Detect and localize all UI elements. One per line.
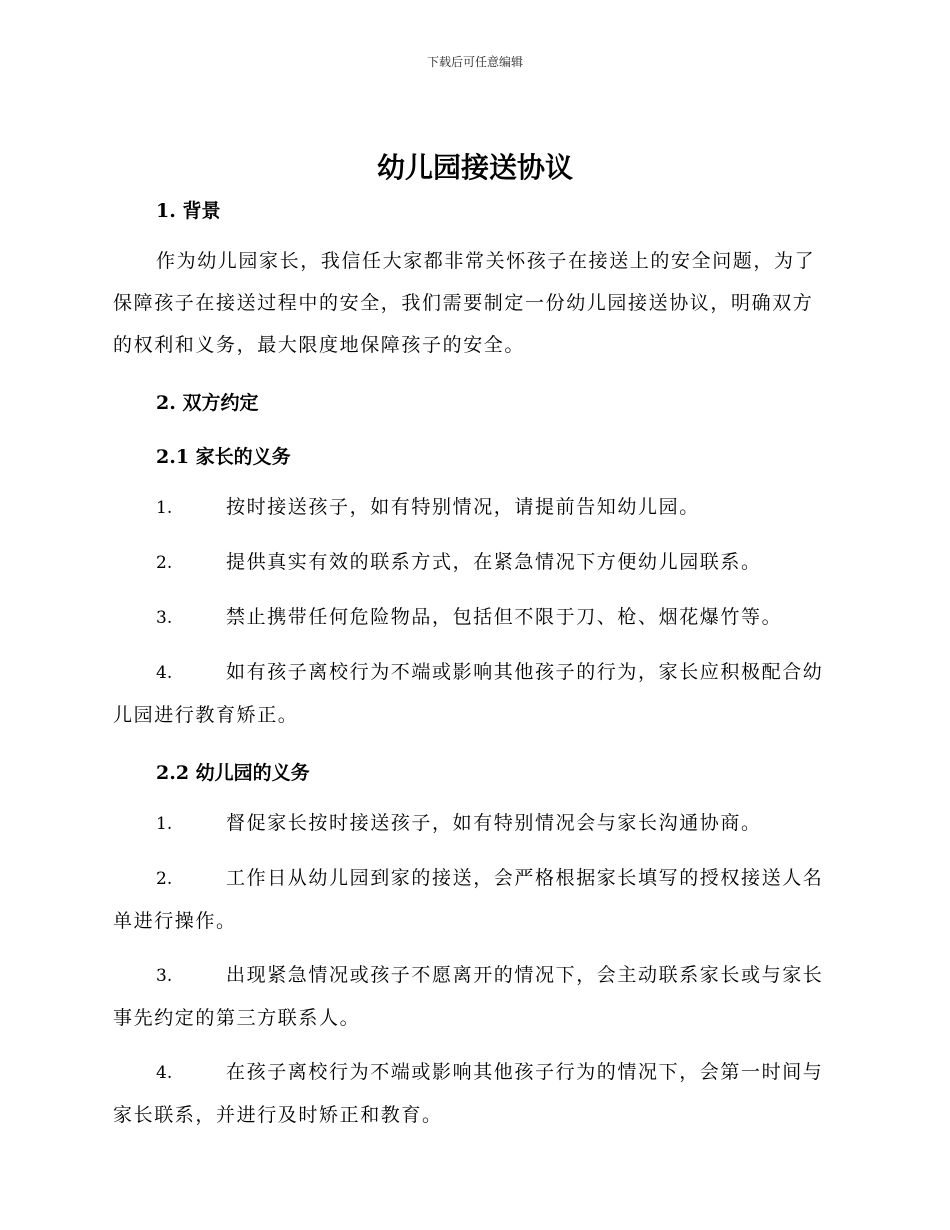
list-item-number: 4. [156, 663, 173, 683]
section-heading-agreement: 2. 双方约定 [156, 392, 259, 414]
list-item [113, 541, 833, 584]
list-item-text: 在孩子离校行为不端或影响其他孩子行为的情况下，会第一时间与家长联系，并进行及时矫正和教育。 [113, 1061, 824, 1126]
list-item-number: 4. [156, 1063, 173, 1083]
list-item-text: 如有孩子离校行为不端或影响其他孩子的行为，家长应积极配合幼儿园进行教育矫正。 [113, 661, 824, 726]
list-item-text: 禁止携带任何危险物品，包括但不限于刀、枪、烟花爆竹等。 [226, 606, 783, 628]
list-item-number: 3. [156, 966, 173, 986]
list-item-number: 1. [156, 498, 173, 518]
background-paragraph: 作为幼儿园家长，我信任大家都非常关怀孩子在接送上的安全问题，为了保障孩子在接送过程中的安全，我们需要制定一份幼儿园接送协议，明确双方的权利和义务，最大限度地保障孩子的安全。 [113, 250, 816, 356]
list-item [113, 802, 833, 845]
section-heading-parent-duties: 2.1 家长的义务 [156, 446, 291, 468]
section-heading-kindergarten-duties: 2.2 幼儿园的义务 [156, 762, 310, 784]
list-item [113, 857, 833, 942]
list-item-text: 按时接送孩子，如有特别情况，请提前告知幼儿园。 [226, 496, 700, 518]
document-body [113, 194, 833, 1136]
list-item [113, 954, 833, 1039]
list-item [113, 596, 833, 639]
header-note: 下载后可任意编辑 [426, 55, 523, 69]
list-item-text: 工作日从幼儿园到家的接送，会严格根据家长填写的授权接送人名单进行操作。 [113, 867, 824, 932]
list-item [113, 1051, 833, 1136]
list-item-text: 提供真实有效的联系方式，在紧急情况下方便幼儿园联系。 [226, 551, 762, 573]
list-item-number: 2. [156, 869, 173, 889]
document-title: 幼儿园接送协议 [376, 151, 573, 184]
list-item [113, 486, 833, 529]
list-item-text: 出现紧急情况或孩子不愿离开的情况下，会主动联系家长或与家长事先约定的第三方联系人。 [113, 964, 824, 1029]
list-item-number: 3. [156, 608, 173, 628]
section-heading-background: 1. 背景 [156, 200, 221, 222]
list-item-text: 督促家长按时接送孩子，如有特别情况会与家长沟通协商。 [226, 812, 762, 834]
list-item-number: 2. [156, 553, 173, 573]
list-item-number: 1. [156, 814, 173, 834]
list-item [113, 651, 833, 736]
